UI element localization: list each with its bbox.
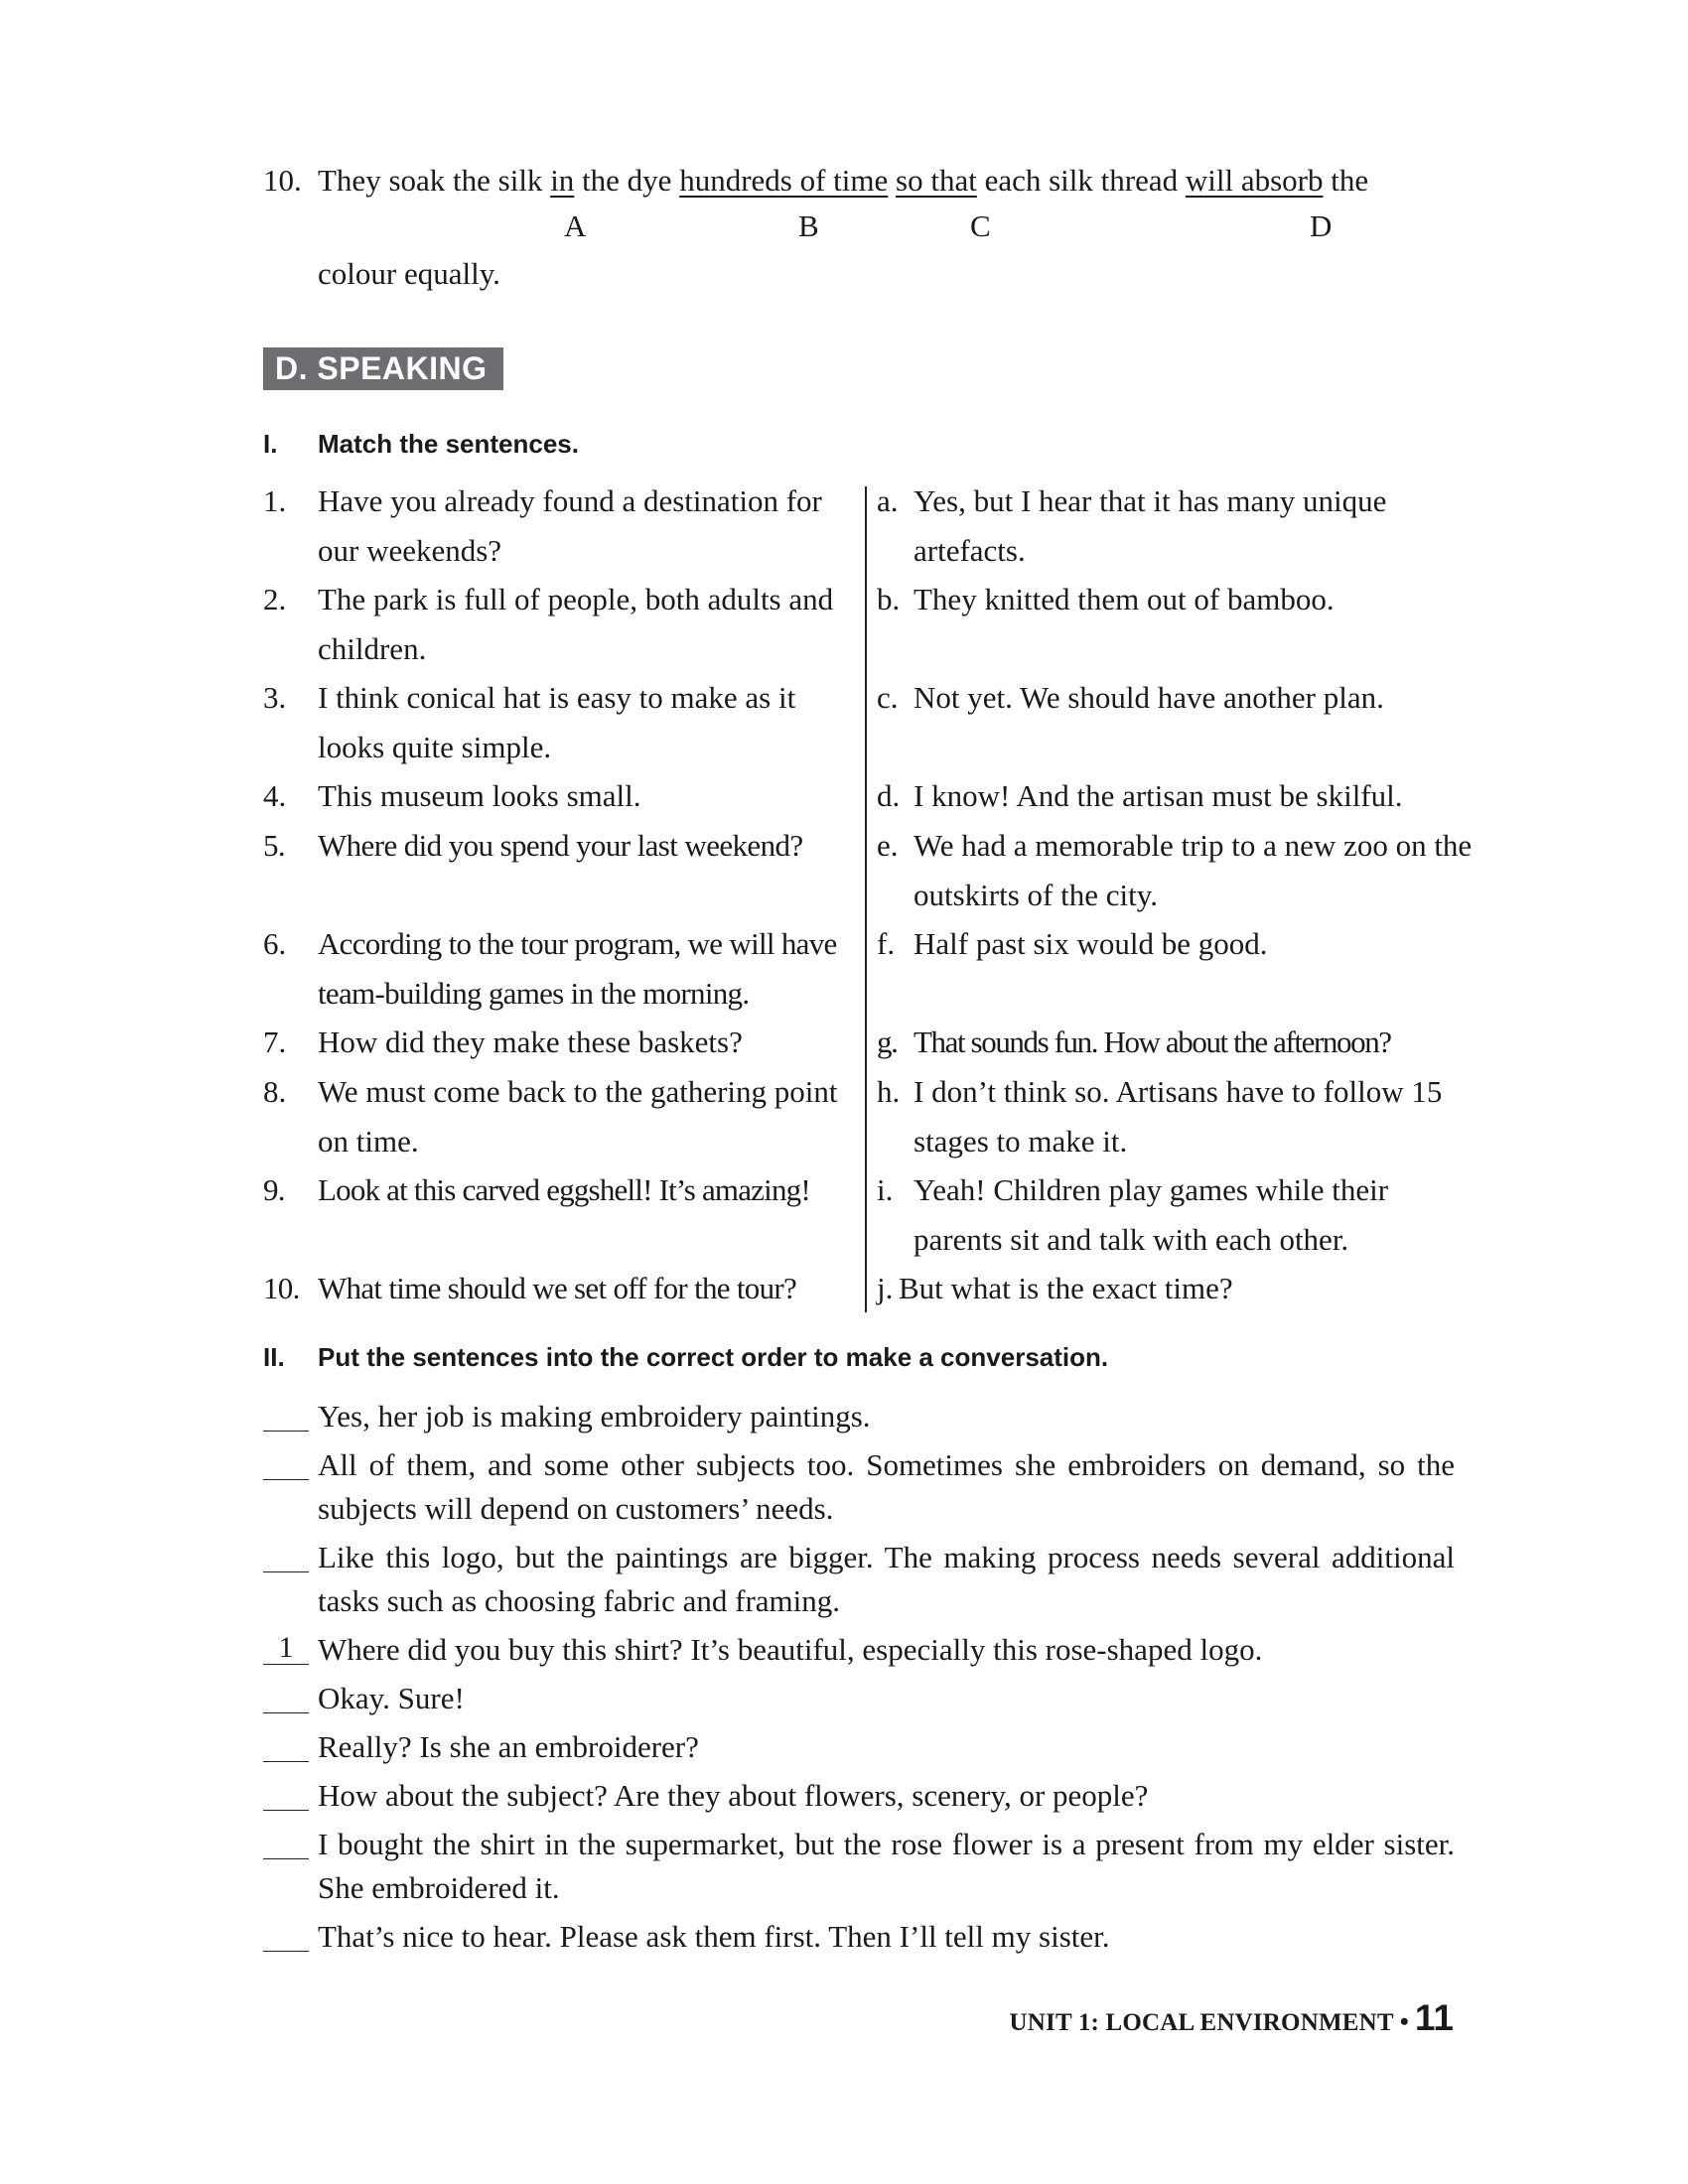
list-item: Really? Is she an embroiderer? xyxy=(263,1725,1455,1769)
match-left-2: 2. The park is full of people, both adults and children. xyxy=(263,582,834,666)
match-left-7: 7. How did they make these baskets? xyxy=(263,1024,743,1059)
answer-blank[interactable] xyxy=(263,1823,309,1859)
list-item: Okay. Sure! xyxy=(263,1677,1455,1720)
page-footer xyxy=(1010,1997,1454,2039)
answer-blank[interactable] xyxy=(263,1395,309,1432)
footer-bullet: • xyxy=(1399,2007,1409,2036)
list-item: I bought the shirt in the supermarket, but the rose flower is a present from my elder sister. She embroidered it. xyxy=(263,1823,1455,1910)
option-c-underlined: so that xyxy=(896,163,977,198)
match-right-e: e. We had a memorable trip to a new zoo on the outskirts of the city. xyxy=(877,828,1473,912)
option-b-underlined: hundreds of time xyxy=(679,163,889,198)
match-right-f: f. Half past six would be good. xyxy=(877,926,1268,961)
match-right-a: a. Yes, but I hear that it has many unique artefacts. xyxy=(877,483,1387,568)
column-divider xyxy=(865,486,867,1312)
match-right-b: b. They knitted them out of bamboo. xyxy=(877,582,1335,616)
part1-numeral: I. xyxy=(263,429,278,459)
answer-blank[interactable] xyxy=(263,1725,309,1762)
question-number: 10. xyxy=(263,163,302,198)
match-left-1: 1. Have you already found a destination for our weekends? xyxy=(263,483,822,568)
match-right-c: c. Not yet. We should have another plan. xyxy=(877,680,1384,715)
list-item: All of them, and some other subjects too. Sometimes she embroiders on demand, so the subjects will depend on customers’ needs. xyxy=(263,1443,1455,1531)
match-left-9: 9. Look at this carved eggshell! It’s amazing! xyxy=(263,1172,810,1207)
question-10-continuation: colour equally. xyxy=(318,256,500,291)
answer-blank[interactable] xyxy=(263,1677,309,1713)
answer-blank[interactable] xyxy=(263,1443,309,1480)
match-right-i: i. Yeah! Children play games while their parents sit and talk with each other. xyxy=(877,1172,1389,1257)
match-left-4: 4. This museum looks small. xyxy=(263,778,641,813)
match-right-h: h. I don’t think so. Artisans have to follow 15 stages to make it. xyxy=(877,1074,1443,1159)
match-left-6: 6. According to the tour program, we will have team-building games in the morning. xyxy=(263,926,837,1011)
match-left-10: 10. What time should we set off for the tour? xyxy=(263,1271,797,1305)
match-right-j: j. But what is the exact time? xyxy=(877,1271,1233,1305)
list-item: That’s nice to hear. Please ask them first. Then I’ll tell my sister. xyxy=(263,1915,1455,1959)
answer-blank[interactable] xyxy=(263,1774,309,1811)
unit-title: UNIT 1: LOCAL ENVIRONMENT xyxy=(1009,2009,1394,2036)
list-item: Yes, her job is making embroidery paintings. xyxy=(263,1395,1455,1438)
option-letter-b: B xyxy=(798,208,819,243)
list-item: Like this logo, but the paintings are bigger. The making process needs several additional tasks such as choosing fabric and framing. xyxy=(263,1536,1455,1623)
list-item: How about the subject? Are they about flowers, scenery, or people? xyxy=(263,1774,1455,1818)
part1-instruction: Match the sentences. xyxy=(318,429,579,459)
list-item: 1 Where did you buy this shirt? It’s beautiful, especially this rose-shaped logo. xyxy=(263,1628,1455,1672)
part2-numeral: II. xyxy=(263,1342,285,1372)
answer-blank[interactable] xyxy=(263,1915,309,1952)
option-letter-a: A xyxy=(564,208,587,243)
part2-instruction: Put the sentences into the correct order to make a conversation. xyxy=(318,1342,1109,1372)
match-right-d: d. I know! And the artisan must be skilful. xyxy=(877,778,1403,813)
match-right-g: g. That sounds fun. How about the afternoon? xyxy=(877,1024,1391,1059)
section-header-speaking: D. SPEAKING xyxy=(263,347,503,390)
question-text: They soak the silk in the dye hundreds of time so that each silk thread will absorb the xyxy=(318,163,1369,198)
option-d-underlined: will absorb xyxy=(1185,163,1324,198)
option-letter-c: C xyxy=(970,208,991,243)
option-letter-d: D xyxy=(1310,208,1333,243)
page-number: 11 xyxy=(1414,1997,1454,2038)
conversation-order-list xyxy=(263,1395,1455,1964)
match-left-8: 8. We must come back to the gathering point on time. xyxy=(263,1074,838,1159)
match-left-5: 5. Where did you spend your last weekend? xyxy=(263,828,803,863)
option-a-underlined: in xyxy=(550,163,575,198)
match-left-3: 3. I think conical hat is easy to make as it looks quite simple. xyxy=(263,680,796,764)
answer-blank[interactable]: 1 xyxy=(263,1628,309,1665)
answer-blank[interactable] xyxy=(263,1536,309,1572)
